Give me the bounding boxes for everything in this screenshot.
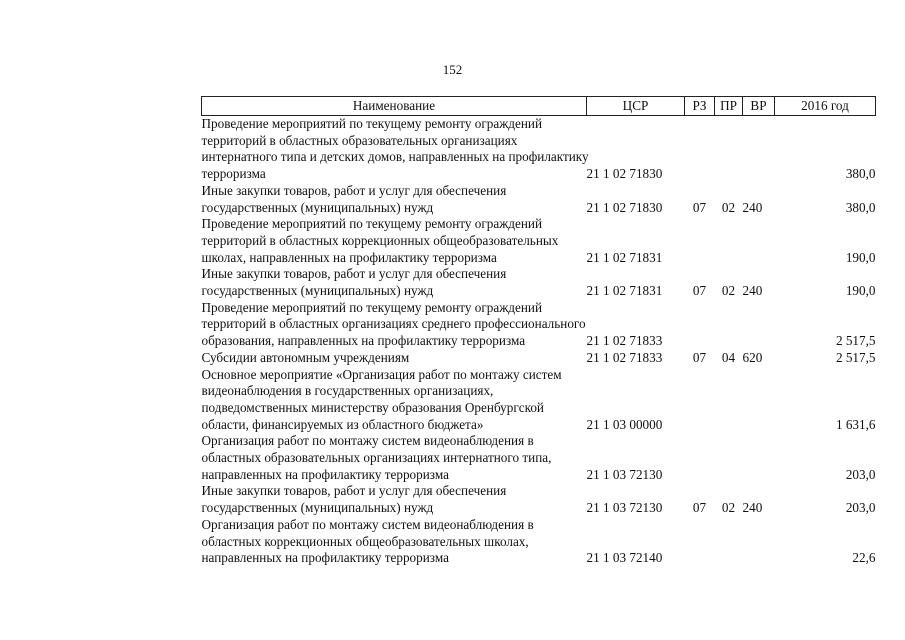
row-name-line: государственных (муниципальных) нужд: [201, 283, 434, 299]
row-rz: [685, 433, 715, 483]
row-name-line: Субсидии автономным учреждениям: [201, 349, 410, 365]
row-name-line: государственных (муниципальных) нужд: [201, 199, 434, 215]
row-name: [202, 216, 587, 266]
row-name-line: Проведение мероприятий по текущему ремонту ограждений: [201, 299, 543, 315]
row-vr: [743, 433, 775, 483]
row-name-line: Проведение мероприятий по текущему ремонту ограждений: [201, 116, 543, 131]
table-row: [202, 483, 876, 516]
row-rz: [685, 517, 715, 567]
row-csr: 21 1 03 00000: [586, 416, 663, 432]
row-name-line: видеонаблюдения в государственных организациях,: [201, 383, 494, 399]
page-number: 152: [442, 62, 463, 77]
row-rz: [685, 216, 715, 266]
row-vr: [743, 300, 775, 350]
row-name-line: Иные закупки товаров, работ и услуг для обеспечения: [201, 266, 507, 282]
row-name-line: территорий в областных образовательных организациях: [201, 132, 518, 148]
row-csr: 21 1 02 71833: [586, 349, 663, 365]
row-rz: 07: [692, 349, 707, 365]
header-csr: ЦСР: [587, 97, 685, 116]
table-row: [202, 517, 876, 567]
row-vr: [743, 216, 775, 266]
row-pr: [715, 216, 743, 266]
row-name: [202, 300, 587, 350]
row-pr: [715, 116, 743, 183]
row-name-line: области, финансируемых из областного бюджета»: [201, 416, 484, 432]
row-csr: 21 1 02 71831: [586, 249, 663, 265]
row-name: [202, 350, 587, 367]
row-pr: 04: [721, 349, 736, 365]
table-body: [202, 116, 876, 567]
budget-table: [201, 96, 876, 567]
row-pr: [715, 517, 743, 567]
row-vr: [743, 116, 775, 183]
row-rz: [685, 300, 715, 350]
table-row: [202, 350, 876, 367]
row-name-line: государственных (муниципальных) нужд: [201, 500, 434, 516]
row-name: [202, 433, 587, 483]
row-vr: [743, 367, 775, 434]
header-year: 2016 год: [775, 97, 876, 116]
row-name-line: Организация работ по монтажу систем видеонаблюдения в: [201, 433, 534, 449]
row-name-line: областных образовательных организациях интернатного типа,: [201, 450, 552, 466]
row-amount: 1 631,6: [835, 416, 876, 432]
row-name: [202, 116, 587, 183]
row-name: [202, 367, 587, 434]
row-name-line: интернатного типа и детских домов, направленных на профилактику: [201, 149, 589, 165]
row-rz: 07: [692, 283, 707, 299]
row-name-line: Иные закупки товаров, работ и услуг для обеспечения: [201, 182, 507, 198]
table-row: [202, 183, 876, 216]
row-amount: 190,0: [845, 249, 876, 265]
row-csr: 21 1 02 71831: [586, 283, 663, 299]
row-name-line: подведомственных министерству образования Оренбургской: [201, 399, 544, 415]
row-name-line: Организация работ по монтажу систем видеонаблюдения в: [201, 516, 534, 532]
row-csr: 21 1 03 72130: [586, 466, 663, 482]
row-vr: [743, 517, 775, 567]
table-row: [202, 266, 876, 299]
row-name-line: Проведение мероприятий по текущему ремонту ограждений: [201, 216, 543, 232]
row-vr: 620: [742, 349, 763, 365]
row-name-line: Основное мероприятие «Организация работ по монтажу систем: [201, 366, 562, 382]
row-amount: 380,0: [845, 199, 876, 215]
row-rz: [685, 367, 715, 434]
row-csr: 21 1 03 72130: [586, 500, 663, 516]
table-row: [202, 367, 876, 434]
row-csr: 21 1 02 71830: [586, 166, 663, 182]
row-name: [202, 183, 587, 216]
row-name-line: терроризма: [201, 166, 266, 182]
row-rz: 07: [692, 199, 707, 215]
row-amount: 203,0: [845, 466, 876, 482]
table-row: [202, 116, 876, 183]
row-name-line: территорий в областных организациях среднего профессионального: [201, 316, 586, 332]
row-name-line: территорий в областных коррекционных общеобразовательных: [201, 232, 559, 248]
table-row: [202, 300, 876, 350]
row-name: [202, 483, 587, 516]
row-amount: 380,0: [845, 166, 876, 182]
row-pr: 02: [721, 500, 736, 516]
row-pr: [715, 300, 743, 350]
row-pr: 02: [721, 199, 736, 215]
row-name: [202, 266, 587, 299]
row-name-line: направленных на профилактику терроризма: [201, 550, 449, 566]
row-amount: 22,6: [852, 550, 876, 566]
row-name-line: Иные закупки товаров, работ и услуг для обеспечения: [201, 483, 507, 499]
table-row: [202, 216, 876, 266]
header-pr: ПР: [715, 97, 743, 116]
row-pr: 02: [721, 283, 736, 299]
row-rz: 07: [692, 500, 707, 516]
row-csr: 21 1 03 72140: [586, 550, 663, 566]
header-name: Наименование: [202, 97, 587, 116]
row-rz: [685, 116, 715, 183]
row-pr: [715, 433, 743, 483]
row-amount: 203,0: [845, 500, 876, 516]
row-name-line: школах, направленных на профилактику терроризма: [201, 249, 497, 265]
row-amount: 190,0: [845, 283, 876, 299]
row-amount: 2 517,5: [835, 349, 876, 365]
row-pr: [715, 367, 743, 434]
table-row: [202, 433, 876, 483]
row-name-line: направленных на профилактику терроризма: [201, 466, 449, 482]
row-name-line: областных коррекционных общеобразовательных школах,: [201, 533, 529, 549]
row-name-line: образования, направленных на профилактику терроризма: [201, 333, 526, 349]
row-csr: 21 1 02 71830: [586, 199, 663, 215]
row-csr: 21 1 02 71833: [586, 333, 663, 349]
row-vr: 240: [742, 283, 763, 299]
header-rz: РЗ: [685, 97, 715, 116]
row-name: [202, 517, 587, 567]
row-amount: 2 517,5: [835, 333, 876, 349]
row-vr: 240: [742, 199, 763, 215]
header-vr: ВР: [743, 97, 775, 116]
table-header-row: [202, 97, 876, 116]
row-vr: 240: [742, 500, 763, 516]
